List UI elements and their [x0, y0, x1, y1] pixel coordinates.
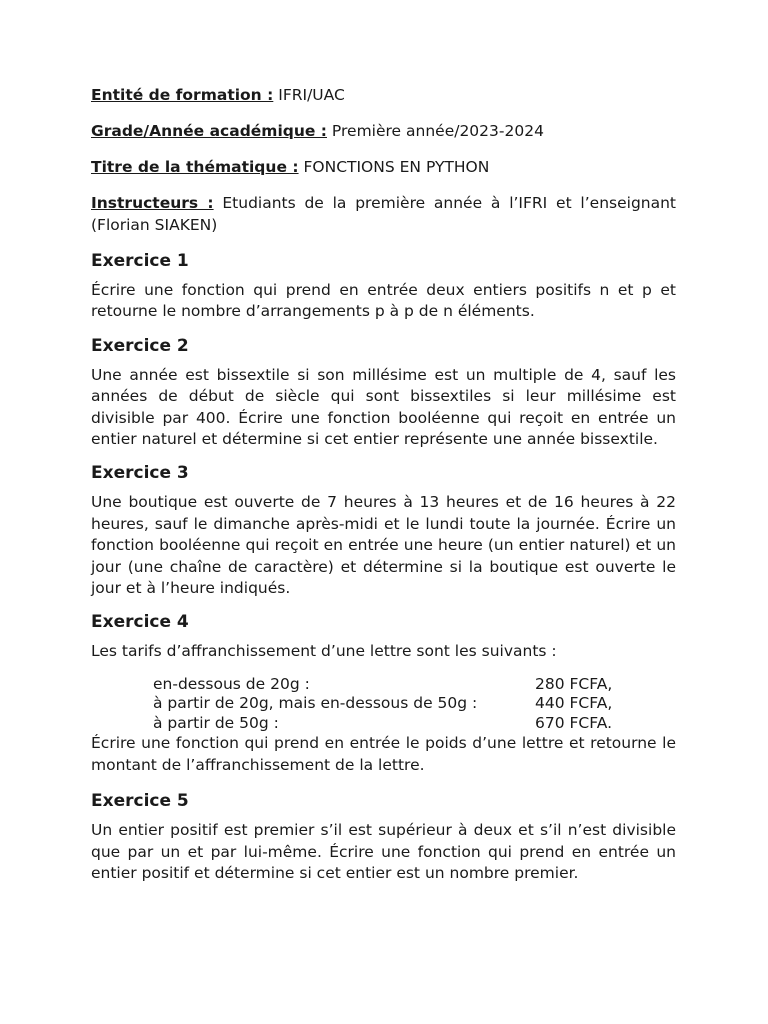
rate-price: 280 FCFA,: [535, 674, 613, 693]
rate-row: [91, 714, 676, 734]
document-page: [91, 84, 676, 896]
exercise-3-title: Exercice 3: [91, 463, 189, 484]
entite-value: IFRI/UAC: [273, 86, 345, 104]
exercise-5: [91, 790, 676, 884]
exercise-4: [91, 611, 676, 776]
exercise-1-title: Exercice 1: [91, 251, 189, 271]
titre-value: FONCTIONS EN PYTHON: [298, 158, 490, 176]
titre-label: Titre de la thématique :: [91, 158, 299, 176]
entite-label: Entité de formation :: [91, 86, 274, 104]
exercise-4-intro: Les tarifs d’affranchissement d’une lettre sont les suivants :: [91, 642, 557, 661]
exercise-2: [91, 335, 676, 451]
rate-condition: à partir de 50g :: [153, 713, 279, 732]
exercise-1: [91, 250, 676, 323]
instructeurs-value: Etudiants de la première année à l’IFRI et l’enseignant (Florian SIAKEN): [91, 194, 677, 234]
exercise-3-text: Une boutique est ouverte de 7 heures à 13 heures et de 16 heures à 22 heures, sauf le dimanche après-midi et le lundi toute la journée. Écrire un fonction booléenne qui reçoit en entrée une heure (un entier naturel) et un jour (une chaîne de caractère) et détermine si la boutique est ouverte le jour et à l’heure indiqués.: [91, 493, 676, 598]
exercise-2-text: Une année est bissextile si son millésime est un multiple de 4, sauf les années de début de siècle qui sont bissextiles si leur millésime est divisible par 400. Écrire une fonction booléenne qui reçoit en entrée un entier naturel et détermine si cet entier représente une année bissextile.: [91, 365, 676, 449]
exercise-2-title: Exercice 2: [91, 335, 189, 356]
rate-price: 440 FCFA,: [535, 694, 613, 713]
rate-row: [91, 675, 676, 695]
rate-row: [91, 694, 676, 714]
exercise-5-title: Exercice 5: [91, 791, 189, 812]
rate-condition: en-dessous de 20g :: [153, 674, 310, 693]
instructeurs-line: [91, 192, 676, 236]
instructeurs-label: Instructeurs :: [91, 194, 214, 212]
grade-line: [91, 120, 676, 142]
exercise-5-text: Un entier positif est premier s’il est supérieur à deux et s’il n’est divisible que par un et par lui-même. Écrire une fonction qui prend en entrée un entier positif et détermine si cet entier est un nombre premier.: [91, 821, 676, 882]
rate-price: 670 FCFA.: [535, 713, 613, 732]
rate-list: [91, 675, 676, 734]
entite-line: [91, 84, 676, 106]
exercise-4-title: Exercice 4: [91, 612, 189, 633]
grade-label: Grade/Année académique :: [91, 122, 327, 140]
grade-value: Première année/2023-2024: [327, 122, 544, 140]
exercise-3: [91, 462, 676, 599]
exercise-1-text: Écrire une fonction qui prend en entrée deux entiers positifs n et p et retourne le nombre d’arrangements p à p de n éléments.: [91, 281, 676, 321]
titre-line: [91, 156, 676, 178]
rate-condition: à partir de 20g, mais en-dessous de 50g :: [153, 694, 478, 713]
exercise-4-text: Écrire une fonction qui prend en entrée le poids d’une lettre et retourne le montant de l’affranchissement de la lettre.: [91, 734, 676, 774]
